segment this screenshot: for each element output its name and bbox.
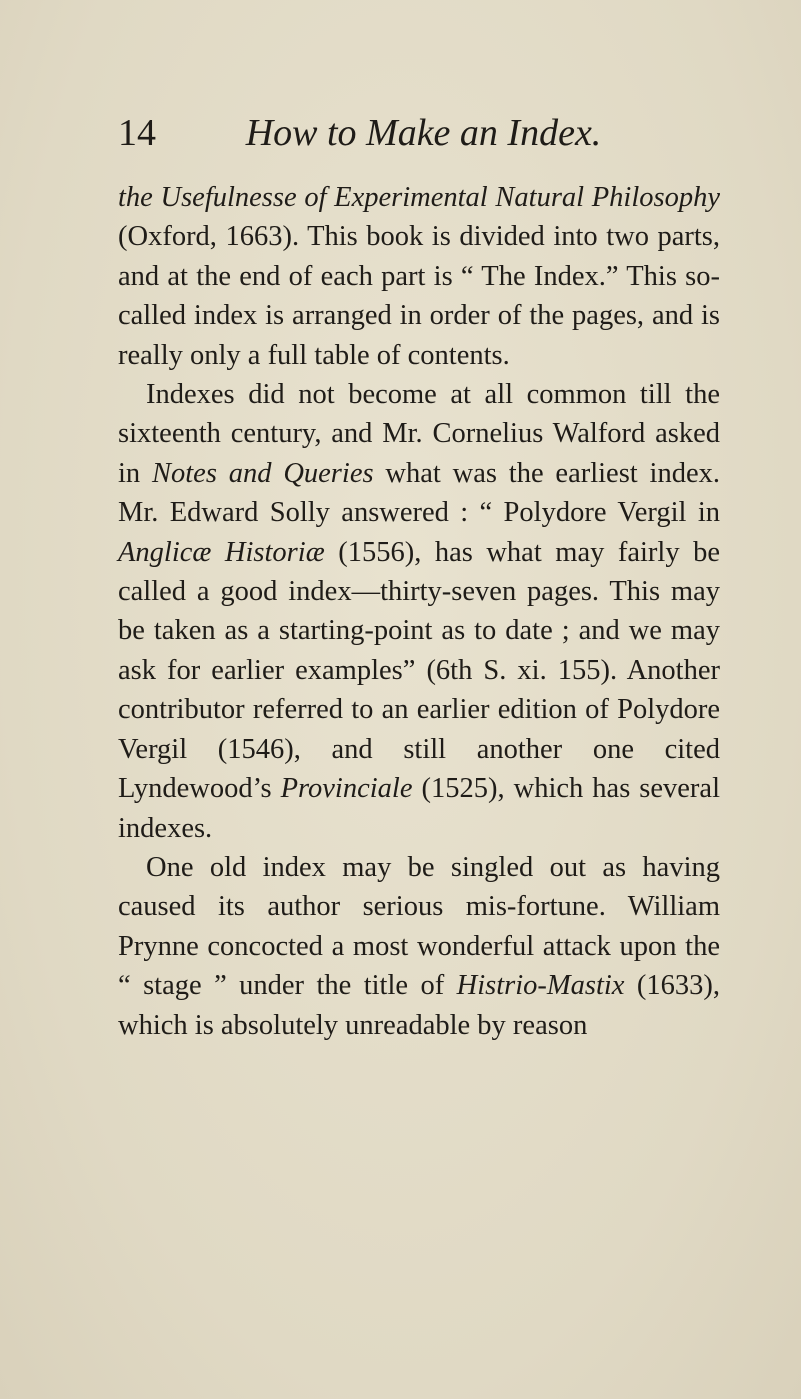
paragraph-3-text-a: One old index may be singled out as having caused its author serious mis-fortune. William Prynne concocted a most wonderful attack upon the “ stage ” under the title of: [118, 851, 720, 1002]
body-text: [118, 178, 720, 1045]
page-number: 14: [118, 112, 156, 154]
paragraph-1-text: (Oxford, 1663). This book is divided into two parts, and at the end of each part is “ The Index.” This so-called index is arranged in order of the pages, and is really only a full table of contents.: [118, 221, 720, 371]
paragraph-2-text-c: (1556), has what may fairly be called a good index—thirty-seven pages. This may be taken as a starting-point as to date ; and we may ask for earlier examples” (6th S. xi. 155). Another contributor referred to an earlier edition of Polydore Vergil (1546), and still another one cited Lyndewood’s: [118, 536, 720, 805]
running-title: How to Make an Index.: [245, 112, 602, 154]
book-title-provinciale: Provinciale: [280, 773, 413, 805]
book-title-usefulnesse: the Usefulnesse of Experimental Natural Philosophy: [118, 182, 720, 213]
book-title-anglicae-historiae: Anglicæ Historiæ: [118, 536, 325, 568]
paragraph-2-text-d: (1525), which has several indexes.: [118, 773, 720, 844]
page-header: [118, 110, 721, 156]
paragraph-1: [118, 178, 720, 375]
book-title-notes-and-queries: Notes and Queries: [152, 457, 374, 489]
paragraph-3: [118, 848, 720, 1045]
paragraph-2-text-a: Indexes did not become at all common till the sixteenth century, and Mr. Cornelius Walford asked in: [118, 379, 720, 489]
book-title-histrio-mastix: Histrio-Mastix: [456, 970, 625, 1002]
paragraph-2-text-b: what was the earliest index. Mr. Edward Solly answered : “ Polydore Vergil in: [118, 457, 720, 529]
paragraph-2: [118, 375, 720, 848]
paragraph-3-text-b: (1633), which is absolutely unreadable by reason: [118, 970, 720, 1041]
